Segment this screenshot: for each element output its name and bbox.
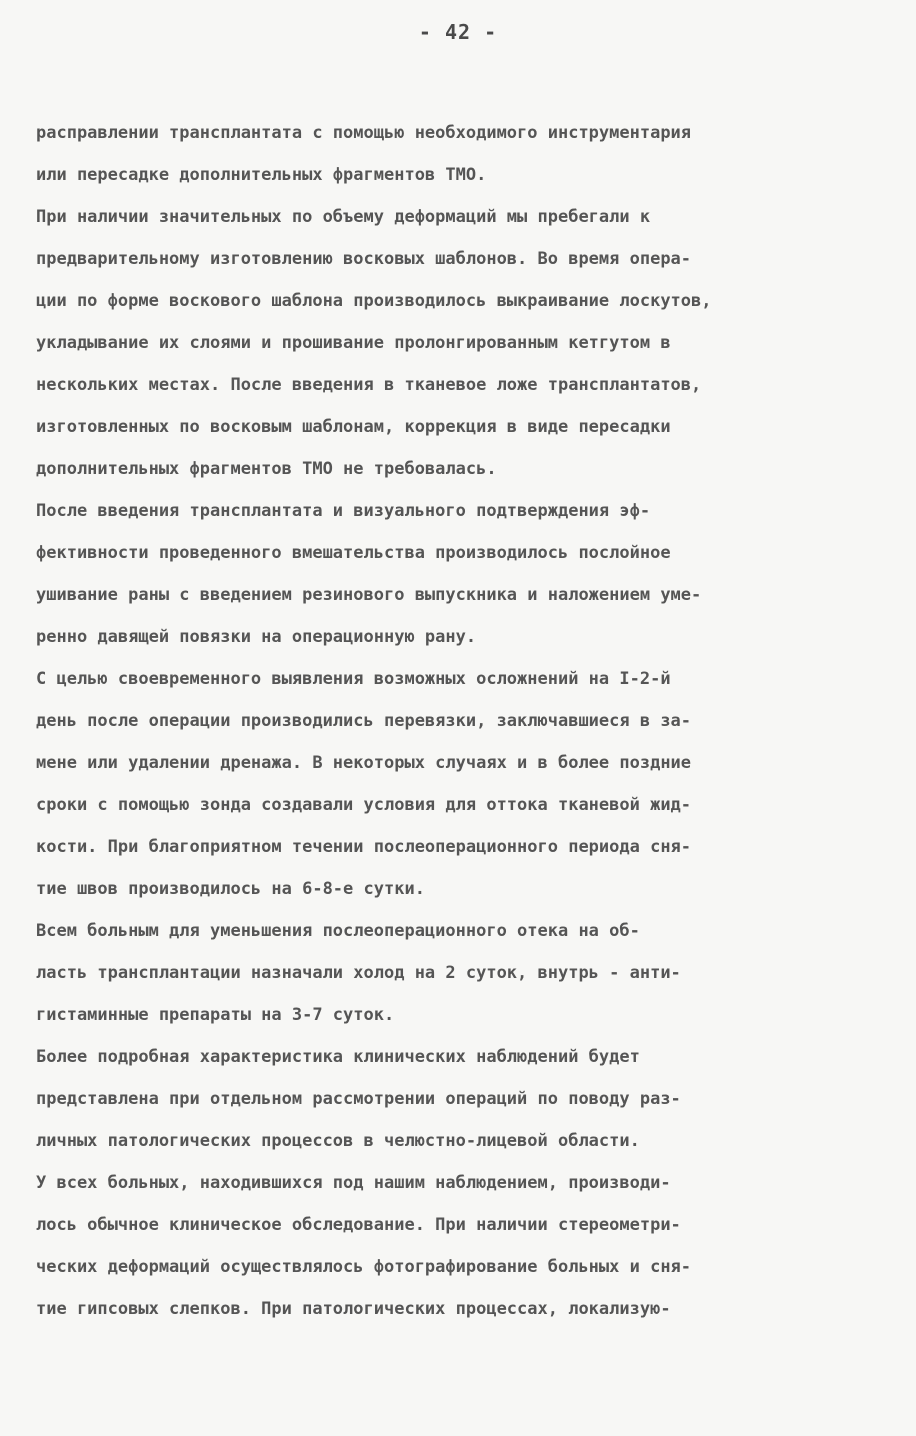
text-line: личных патологических процессов в челюстно-лицевой области. <box>36 1131 640 1151</box>
paragraph <box>36 658 896 910</box>
text-line: гистаминные препараты на 3-7 суток. <box>36 1005 395 1025</box>
paragraph <box>36 112 896 196</box>
text-line: При наличии значительных по объему деформаций мы пребегали к <box>36 207 651 227</box>
text-line: ушивание раны с введением резинового выпускника и наложением уме- <box>36 585 702 605</box>
paragraph <box>36 490 896 658</box>
text-line: тие гипсовых слепков. При патологических процессах, локализую- <box>36 1299 671 1319</box>
text-line: дополнительных фрагментов ТМО не требовалась. <box>36 459 497 479</box>
body-text <box>36 112 896 1330</box>
paragraph <box>36 1162 896 1330</box>
text-line: У всех больных, находившихся под нашим наблюдением, производи- <box>36 1173 671 1193</box>
text-line: Более подробная характеристика клинических наблюдений будет <box>36 1047 640 1067</box>
text-line: ренно давящей повязки на операционную рану. <box>36 627 477 647</box>
text-line: нескольких местах. После введения в тканевое ложе трансплантатов, <box>36 375 702 395</box>
text-line: день после операции производились перевязки, заключавшиеся в за- <box>36 711 692 731</box>
page-number: - 42 - <box>418 20 498 44</box>
text-line: расправлении трансплантата с помощью необходимого инструментария <box>36 123 692 143</box>
text-line: С целью своевременного выявления возможных осложнений на I-2-й <box>36 669 671 689</box>
text-line: укладывание их слоями и прошивание пролонгированным кетгутом в <box>36 333 671 353</box>
text-line: ласть трансплантации назначали холод на 2 суток, внутрь - анти- <box>36 963 681 983</box>
text-line: ческих деформаций осуществлялось фотографирование больных и сня- <box>36 1257 692 1277</box>
paragraph <box>36 910 896 1036</box>
text-line: фективности проведенного вмешательства производилось послойное <box>36 543 671 563</box>
text-line: мене или удалении дренажа. В некоторых случаях и в более поздние <box>36 753 692 773</box>
text-line: Всем больным для уменьшения послеоперационного отека на об- <box>36 921 640 941</box>
paragraph <box>36 1036 896 1162</box>
text-line: кости. При благоприятном течении послеоперационного периода сня- <box>36 837 692 857</box>
paragraph <box>36 196 896 490</box>
text-line: или пересадке дополнительных фрагментов ТМО. <box>36 165 487 185</box>
text-line: представлена при отдельном рассмотрении операций по поводу раз- <box>36 1089 681 1109</box>
text-line: сроки с помощью зонда создавали условия для оттока тканевой жид- <box>36 795 692 815</box>
text-line: лось обычное клиническое обследование. При наличии стереометри- <box>36 1215 681 1235</box>
text-line: тие швов производилось на 6-8-е сутки. <box>36 879 425 899</box>
text-line: ции по форме воскового шаблона производилось выкраивание лоскутов, <box>36 291 712 311</box>
text-line: изготовленных по восковым шаблонам, коррекция в виде пересадки <box>36 417 671 437</box>
text-line: После введения трансплантата и визуального подтверждения эф- <box>36 501 651 521</box>
text-line: предварительному изготовлению восковых шаблонов. Во время опера- <box>36 249 692 269</box>
